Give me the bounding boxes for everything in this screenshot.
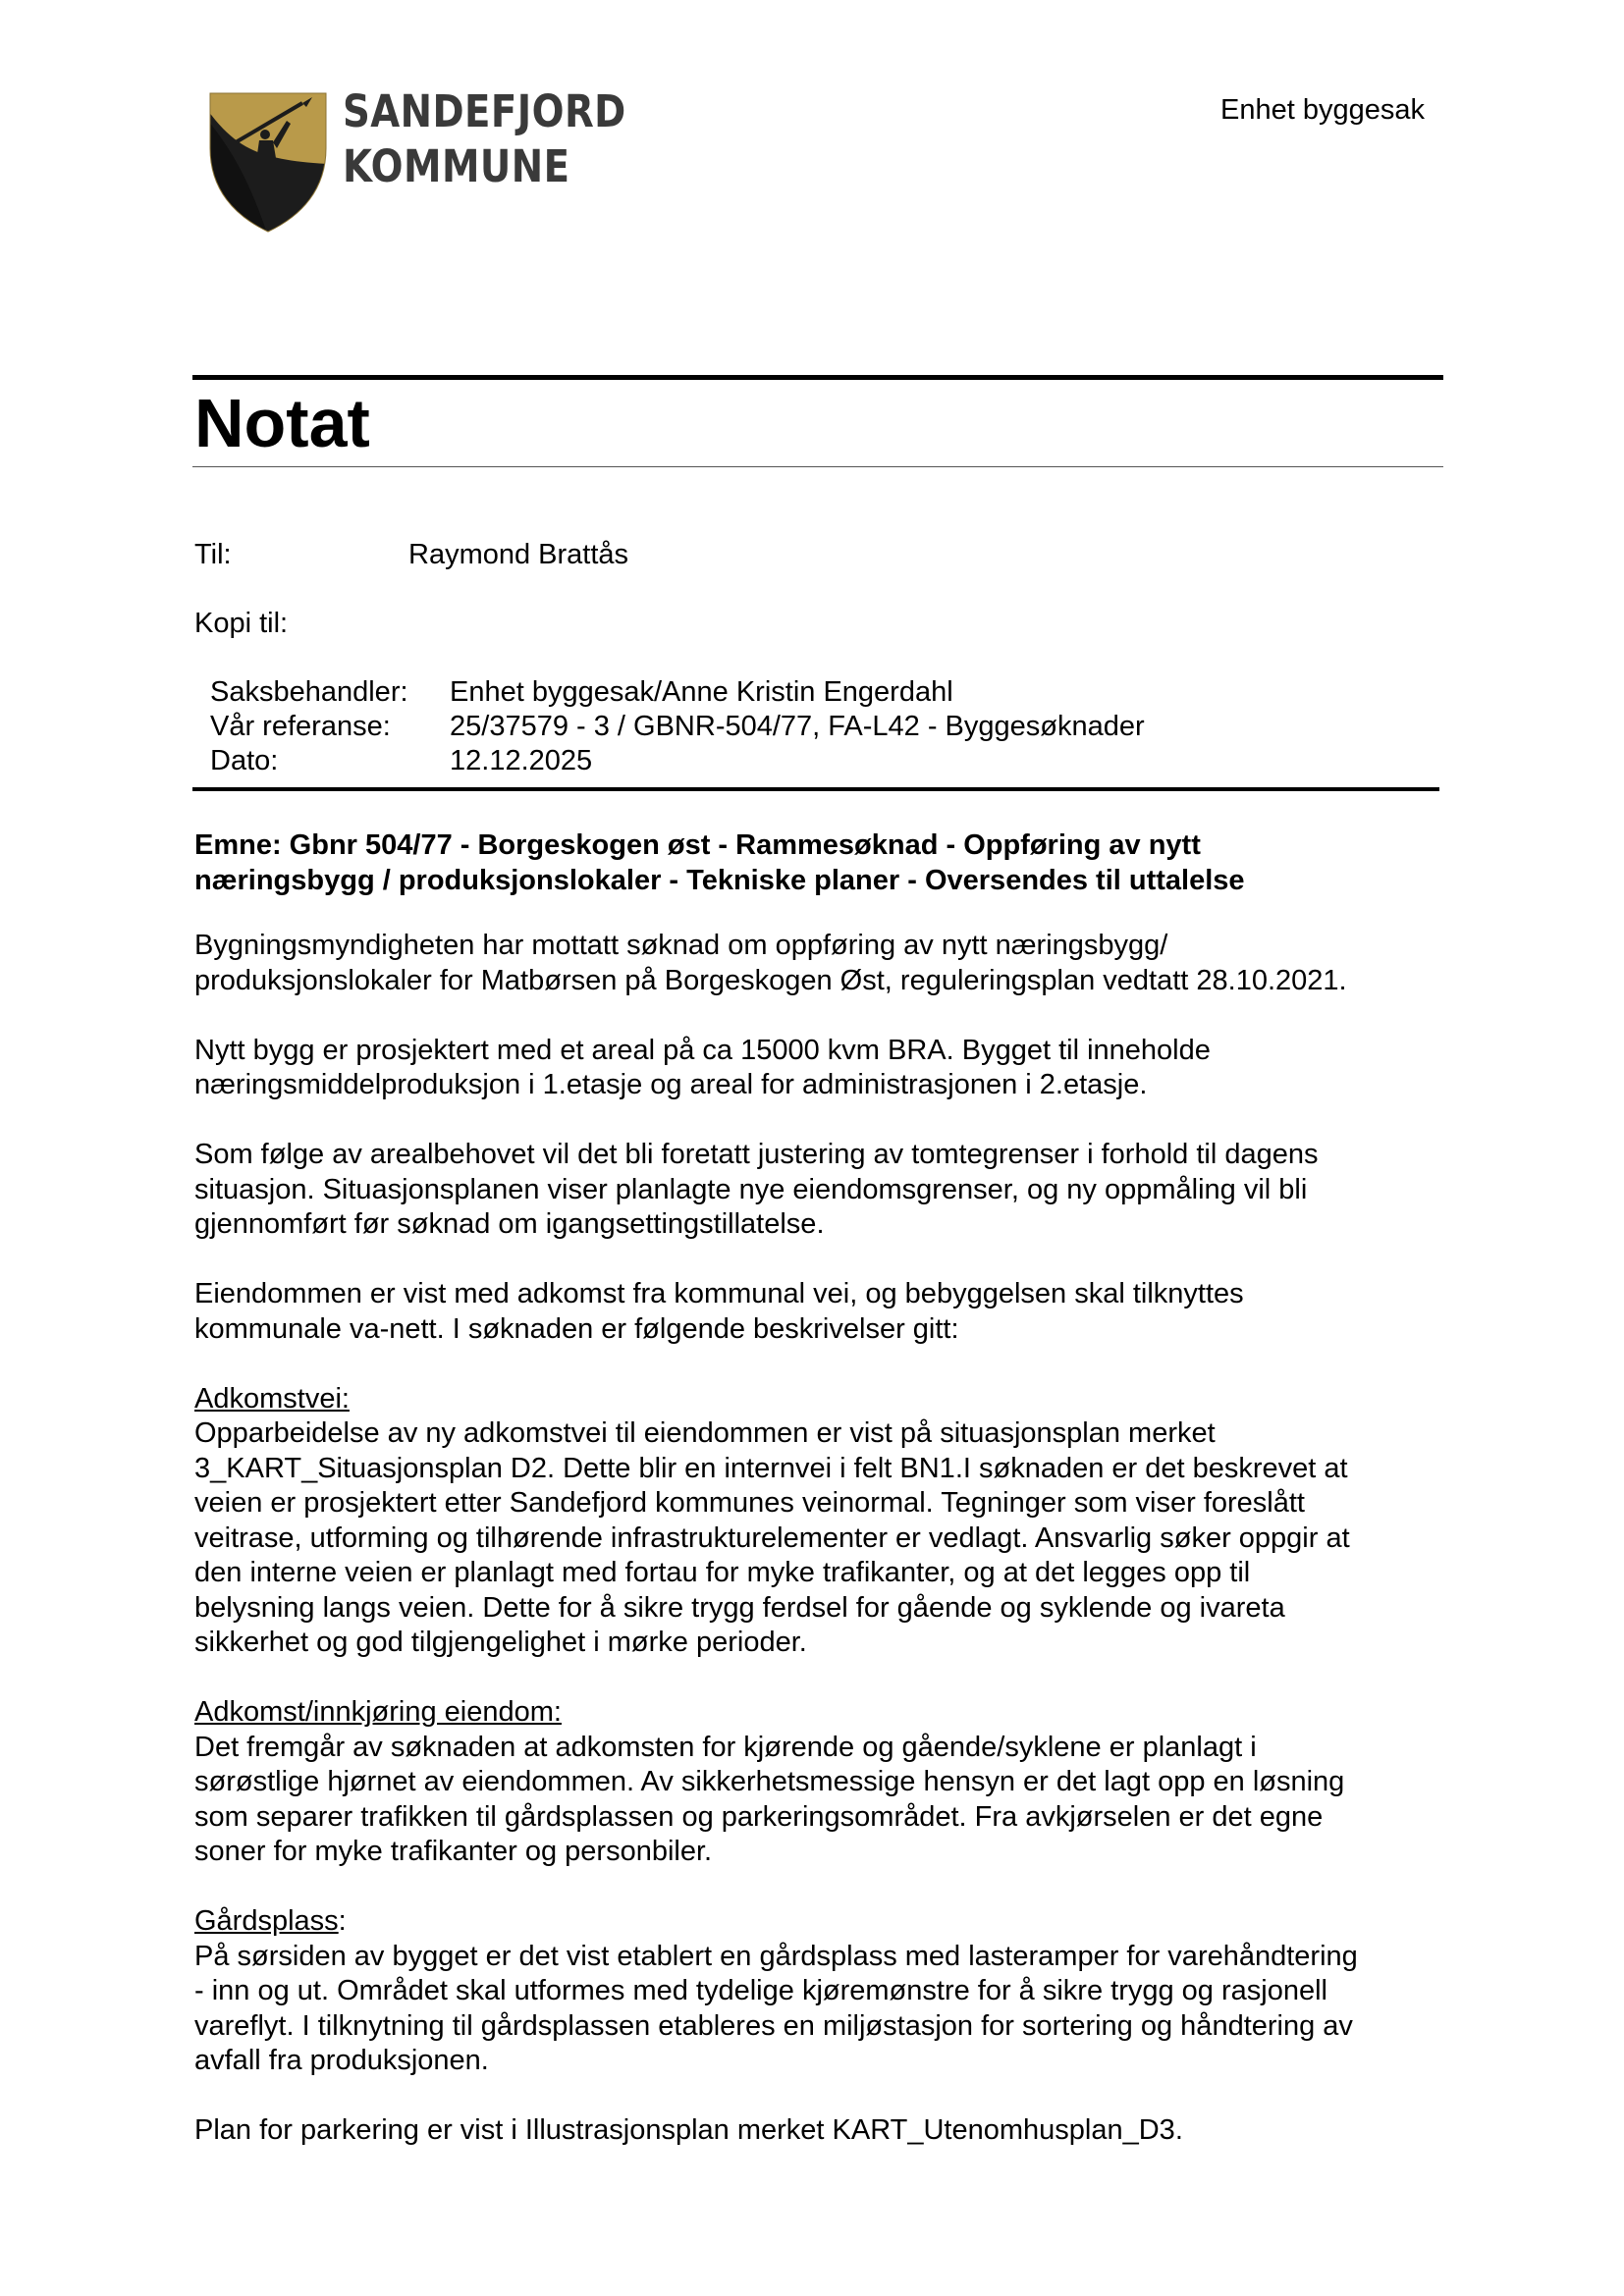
- body-line: Det fremgår av søknaden at adkomsten for kjørende og gående/syklene er planlagt i: [194, 1731, 1257, 1763]
- cc-label: Kopi til:: [194, 608, 289, 639]
- body-line: Eiendommen er vist med adkomst fra kommunal vei, og bebyggelsen skal tilknyttes: [194, 1278, 1244, 1309]
- body-line: sikkerhet og god tilgjengelighet i mørke perioder.: [194, 1627, 807, 1658]
- body-line: den interne veien er planlagt med fortau for myke trafikanter, og at det legges opp til: [194, 1557, 1251, 1588]
- to-label: Til:: [194, 539, 232, 570]
- body-line: kommunale va-nett. I søknaden er følgende beskrivelser gitt:: [194, 1312, 959, 1345]
- meta-row-handler: [210, 675, 1145, 710]
- body-line: soner for myke trafikanter og personbiler.: [194, 1836, 713, 1867]
- body-line: som separer trafikken til gårdsplassen og parkeringsområdet. Fra avkjørselen er det egne: [194, 1800, 1324, 1833]
- body-line: sørøstlige hjørnet av eiendommen. Av sikkerhetsmessige hensyn er det lagt opp en løsning: [194, 1766, 1345, 1797]
- subject-heading: [194, 828, 1441, 898]
- handler-label: Saksbehandler:: [210, 676, 408, 708]
- section-heading-property-entrance: Adkomst/innkjøring eiendom:: [194, 1696, 562, 1728]
- header-unit: Enhet byggesak: [1220, 94, 1425, 126]
- body-line: Opparbeidelse av ny adkomstvei til eiendommen er vist på situasjonsplan merket: [194, 1417, 1216, 1449]
- date-label: Dato:: [210, 745, 279, 776]
- case-metadata: [210, 675, 1145, 778]
- subject-line-2: næringsbygg / produksjonslokaler - Tekniske planer - Oversendes til uttalelse: [194, 865, 1245, 896]
- document-title: Notat: [194, 385, 370, 461]
- reference-label: Vår referanse:: [210, 711, 391, 742]
- municipality-coat-of-arms: [208, 91, 328, 234]
- body-line: belysning langs veien. Dette for å sikre trygg ferdsel for gående og syklende og ivareta: [194, 1591, 1285, 1624]
- paragraph-boundaries: [194, 1138, 1461, 1243]
- handler-value: Enhet byggesak/Anne Kristin Engerdahl: [450, 676, 953, 708]
- section-property-entrance: [194, 1695, 1461, 1870]
- logo-name-line-2: KOMMUNE: [343, 140, 570, 192]
- body-line: Som følge av arealbehovet vil det bli foretatt justering av tomtegrenser i forhold til dagens: [194, 1139, 1319, 1170]
- body-line: - inn og ut. Området skal utformes med tydelige kjøremønstre for å sikre trygg og rasjonell: [194, 1975, 1327, 2006]
- paragraph-parking: [194, 2113, 1461, 2149]
- date-value: 12.12.2025: [450, 745, 593, 776]
- meta-row-reference: [210, 710, 1145, 744]
- body-line: Plan for parkering er vist i Illustrasjonsplan merket KART_Utenomhusplan_D3.: [194, 2114, 1183, 2146]
- title-bottom-rule: [192, 466, 1443, 467]
- logo-name-line-1: SANDEFJORD: [343, 85, 626, 137]
- body-line: situasjon. Situasjonsplanen viser planlagte nye eiendomsgrenser, og ny oppmåling vil bli: [194, 1173, 1308, 1205]
- paragraph-application: [194, 929, 1461, 998]
- metadata-rule: [192, 787, 1439, 791]
- body-line: Nytt bygg er prosjektert med et areal på ca 15000 kvm BRA. Bygget til inneholde: [194, 1034, 1211, 1066]
- body-line: veitrase, utforming og tilhørende infrastrukturelementer er vedlagt. Ansvarlig søker oppgir at: [194, 1522, 1350, 1554]
- reference-value: 25/37579 - 3 / GBNR-504/77, FA-L42 - Byggesøknader: [450, 711, 1145, 742]
- body-line: vareflyt. I tilknytning til gårdsplassen etableres en miljøstasjon for sortering og håndtering av: [194, 2009, 1353, 2042]
- title-top-rule: [192, 375, 1443, 380]
- body-line: gjennomført før søknad om igangsettingstillatelse.: [194, 1208, 825, 1240]
- paragraph-building: [194, 1034, 1461, 1103]
- body-line: Bygningsmyndigheten har mottatt søknad om oppføring av nytt næringsbygg/: [194, 930, 1168, 961]
- section-yard: [194, 1904, 1461, 2079]
- body-line: avfall fra produksjonen.: [194, 2045, 489, 2076]
- section-heading-yard: Gårdsplass: [194, 1905, 339, 1937]
- section-heading-yard-colon: :: [338, 1905, 347, 1937]
- body-line: 3_KART_Situasjonsplan D2. Dette blir en internvei i felt BN1.I søknaden er det beskrevet at: [194, 1452, 1348, 1484]
- section-access-road: [194, 1382, 1461, 1661]
- meta-row-date: [210, 744, 1145, 778]
- body-line: veien er prosjektert etter Sandefjord kommunes veinormal. Tegninger som viser foreslått: [194, 1487, 1305, 1519]
- document-body: [194, 929, 1461, 2183]
- body-line: produksjonslokaler for Matbørsen på Borgeskogen Øst, reguleringsplan vedtatt 28.10.2021.: [194, 964, 1347, 996]
- to-value: Raymond Brattås: [408, 539, 629, 570]
- body-line: På sørsiden av bygget er det vist etablert en gårdsplass med lasteramper for varehåndtering: [194, 1940, 1358, 1972]
- subject-line-1: Emne: Gbnr 504/77 - Borgeskogen øst - Rammesøknad - Oppføring av nytt: [194, 829, 1201, 861]
- municipality-logo-name: [343, 84, 673, 194]
- section-heading-yard-wrap: [194, 1904, 1461, 1940]
- paragraph-access: [194, 1277, 1461, 1347]
- body-line: næringsmiddelproduksjon i 1.etasje og areal for administrasjonen i 2.etasje.: [194, 1069, 1148, 1100]
- section-heading-access-road: Adkomstvei:: [194, 1382, 350, 1415]
